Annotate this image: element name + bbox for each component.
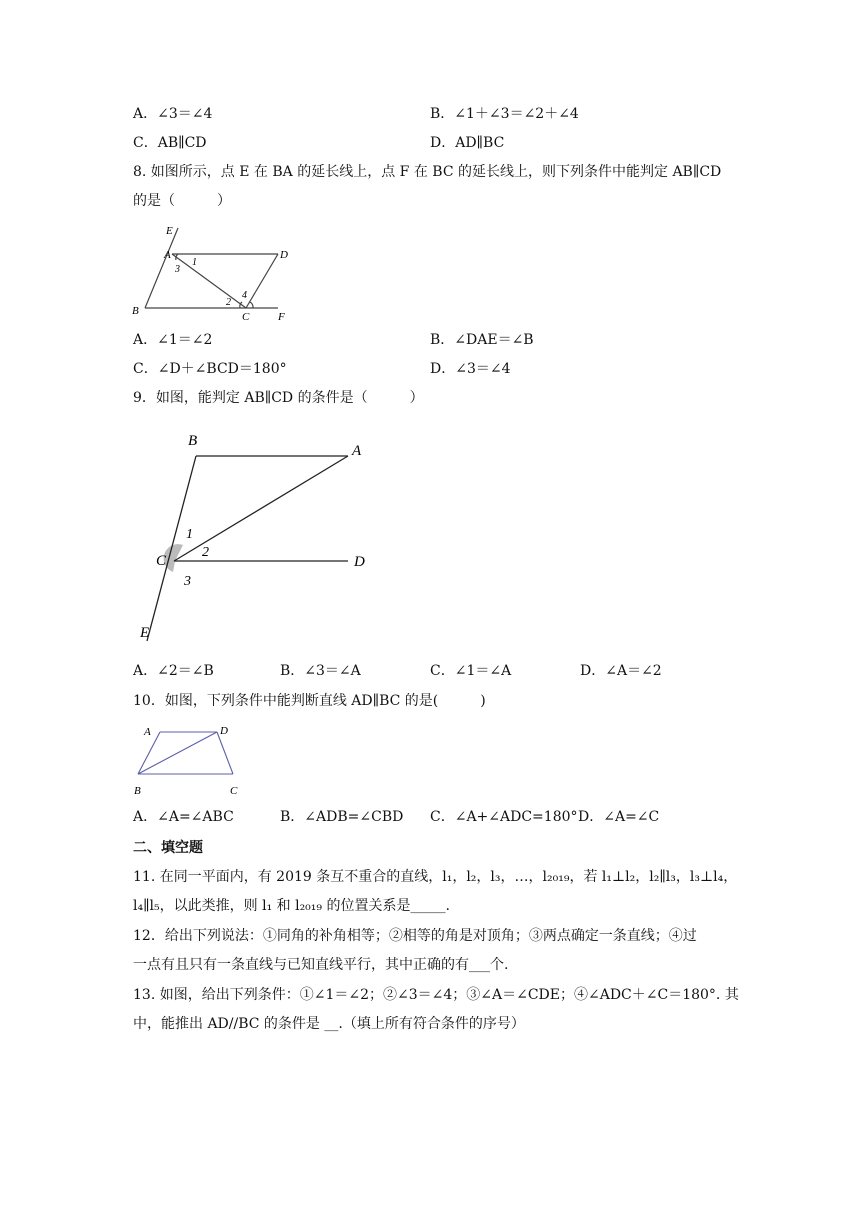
q10-figure bbox=[130, 720, 260, 800]
q8-figure bbox=[128, 222, 298, 322]
q9-option-a: A．∠2＝∠B bbox=[133, 663, 214, 679]
section-title-fill-in: 二、填空题 bbox=[133, 840, 203, 856]
q8-line-AC bbox=[172, 254, 246, 308]
q8-label-E: E bbox=[166, 225, 173, 237]
q9-label-B: B bbox=[188, 433, 198, 449]
q10-label-A: A bbox=[144, 726, 151, 738]
q8-line-DC bbox=[246, 254, 278, 308]
q8-label-2: 2 bbox=[226, 297, 231, 308]
q9-label-C: C bbox=[156, 553, 167, 569]
q9-figure bbox=[130, 425, 380, 645]
q8-label-3: 3 bbox=[175, 264, 180, 275]
q10-line-BD bbox=[138, 732, 217, 774]
q7-option-a: A．∠3＝∠4 bbox=[133, 106, 213, 122]
q10-option-c: C．∠A+∠ADC=180° bbox=[430, 809, 578, 825]
q9-stem: 9．如图，能判定 AB∥CD 的条件是（ ） bbox=[133, 390, 424, 406]
q10-option-b: B．∠ADB=∠CBD bbox=[280, 809, 404, 825]
q8-label-F: F bbox=[278, 311, 285, 322]
q8-label-4: 4 bbox=[242, 290, 247, 301]
q8-angle-arc-4 bbox=[250, 302, 253, 308]
q13-stem-line1: 13. 如图，给出下列条件：①∠1＝∠2；②∠3＝∠4；③∠A＝∠CDE；④∠ADC＋∠C＝180°. 其 bbox=[133, 987, 739, 1003]
q9-option-b: B．∠3＝∠A bbox=[280, 663, 361, 679]
q8-label-1: 1 bbox=[192, 257, 197, 268]
q8-label-B: B bbox=[132, 305, 139, 317]
q12-stem-line2: 一点有且只有一条直线与已知直线平行，其中正确的有___个. bbox=[133, 957, 509, 973]
q11-stem-line1: 11. 在同一平面内，有 2019 条互不重合的直线，l₁，l₂，l₃，…，l₂₀₁₉，若 l₁⊥l₂，l₂∥l₃，l₃⊥l₄， bbox=[133, 869, 738, 885]
q10-label-B: B bbox=[134, 785, 141, 797]
q8-stem-line2: 的是（ ） bbox=[133, 193, 231, 209]
q9-label-3: 3 bbox=[184, 574, 191, 589]
q8-label-D: D bbox=[280, 249, 288, 261]
q8-option-d: D．∠3＝∠4 bbox=[430, 361, 511, 377]
q7-option-c: C．AB∥CD bbox=[133, 135, 207, 151]
q8-stem-line1: 8. 如图所示，点 E 在 BA 的延长线上，点 F 在 BC 的延长线上，则下列条件中能判定 AB∥CD bbox=[133, 164, 722, 180]
q7-option-d: D．AD∥BC bbox=[430, 135, 505, 151]
q8-option-a: A．∠1＝∠2 bbox=[133, 332, 213, 348]
q8-option-c: C．∠D＋∠BCD＝180° bbox=[133, 361, 287, 377]
q8-label-C: C bbox=[242, 311, 250, 322]
q9-label-D: D bbox=[354, 554, 365, 570]
q10-stem: 10．如图，下列条件中能判断直线 AD∥BC 的是( ) bbox=[133, 693, 486, 709]
q9-line-CA bbox=[174, 456, 348, 561]
q9-line-BE bbox=[147, 456, 196, 641]
q10-option-d: D．∠A=∠C bbox=[578, 809, 660, 825]
q8-line-BE bbox=[145, 228, 178, 308]
q12-stem-line1: 12．给出下列说法：①同角的补角相等；②相等的角是对顶角；③两点确定一条直线；④过 bbox=[133, 928, 697, 944]
q10-line-DC bbox=[217, 732, 233, 774]
q9-option-d: D．∠A＝∠2 bbox=[580, 663, 662, 679]
q9-label-2: 2 bbox=[202, 545, 209, 560]
q13-stem-line2: 中，能推出 AD//BC 的条件是 __.（填上所有符合条件的序号） bbox=[133, 1016, 525, 1032]
q9-option-c: C．∠1＝∠A bbox=[430, 663, 512, 679]
q9-label-A: A bbox=[352, 443, 362, 459]
q9-label-E: E bbox=[140, 625, 150, 641]
q10-label-D: D bbox=[220, 725, 228, 737]
q8-option-b: B．∠DAE＝∠B bbox=[430, 332, 534, 348]
q10-label-C: C bbox=[230, 785, 238, 797]
q11-stem-line2: l₄∥l₅，以此类推，则 l₁ 和 l₂₀₁₉ 的位置关系是_____. bbox=[133, 898, 450, 914]
q9-label-1: 1 bbox=[186, 527, 193, 542]
q10-option-a: A．∠A=∠ABC bbox=[133, 809, 234, 825]
q8-label-A: A bbox=[164, 249, 171, 261]
q7-option-b: B．∠1＋∠3＝∠2＋∠4 bbox=[430, 106, 579, 122]
